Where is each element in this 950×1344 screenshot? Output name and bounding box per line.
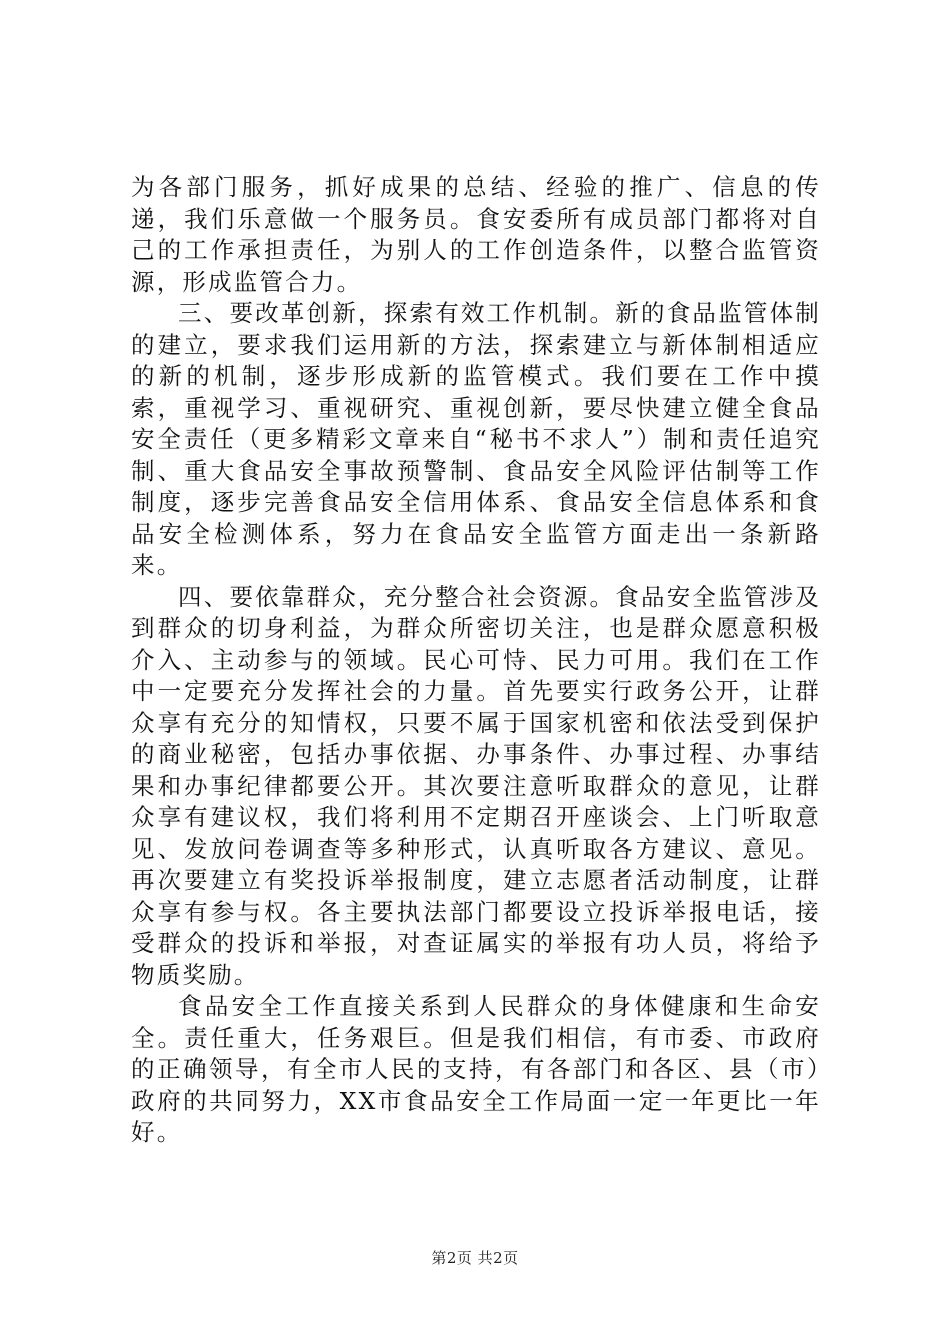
- body-text: [131, 172, 821, 1149]
- paragraph-reform-innovation: 三、要改革创新，探索有效工作机制。新的食品监管体制的建立，要求我们运用新的方法，探索建立与新体制相适应的新的机制，逐步形成新的监管模式。我们要在工作中摸索，重视学习、重视研究、重视创新，要尽快建立健全食品安全责任（更多精彩文章来自“秘书不求人”）制和责任追究制、重大食品安全事故预警制、食品安全风险评估制等工作制度，逐步完善食品安全信用体系、食品安全信息体系和食品安全检测体系，努力在食品安全监管方面走出一条新路来。: [131, 299, 821, 579]
- paragraph-rely-on-public: 四、要依靠群众，充分整合社会资源。食品安全监管涉及到群众的切身利益，为群众所密切关注，也是群众愿意积极介入、主动参与的领域。民心可恃、民力可用。我们在工作中一定要充分发挥社会的力量。首先要实行政务公开，让群众享有充分的知情权，只要不属于国家机密和依法受到保护的商业秘密，包括办事依据、办事条件、办事过程、办事结果和办事纪律都要公开。其次要注意听取群众的意见，让群众享有建议权，我们将利用不定期召开座谈会、上门听取意见、发放问卷调查等多种形式，认真听取各方建议、意见。再次要建立有奖投诉举报制度，建立志愿者活动制度，让群众享有参与权。各主要执法部门都要设立投诉举报电话，接受群众的投诉和举报，对查证属实的举报有功人员，将给予物质奖励。: [131, 582, 821, 989]
- page-footer: 第2页 共2页: [431, 1249, 519, 1267]
- paragraph-continuation: 为各部门服务，抓好成果的总结、经验的推广、信息的传递，我们乐意做一个服务员。食安委所有成员部门都将对自己的工作承担责任，为别人的工作创造条件，以整合监管资源，形成监管合力。: [131, 173, 821, 296]
- paragraph-conclusion: 食品安全工作直接关系到人民群众的身体健康和生命安全。责任重大，任务艰巨。但是我们相信，有市委、市政府的正确领导，有全市人民的支持，有各部门和各区、县（市）政府的共同努力，XX市食品安全工作局面一定一年更比一年好。: [131, 992, 821, 1146]
